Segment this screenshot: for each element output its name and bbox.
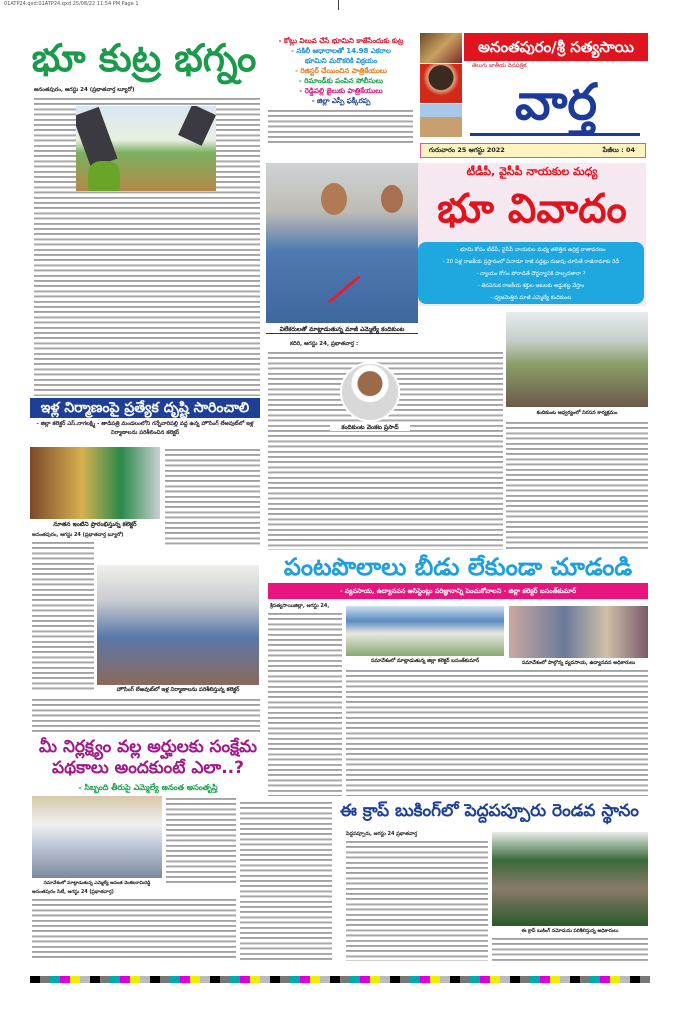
story1-body-cont (268, 108, 413, 144)
bullet: - రెడ్డిపల్లి జైలుకు పాత్రికేయులు (299, 87, 383, 95)
story1-dateline: అనంతపురం, ఆగస్టు 24 (ప్రభాతవార్త బ్యూరో) (34, 87, 135, 93)
date-bar (420, 143, 646, 158)
story3-headline: ఇళ్ల నిర్మాణంపై ప్రత్యేక దృష్టి సారించాలి (30, 398, 260, 418)
bullet: - నకిలీ ఆధారాలతో 14.98 ఎకరాల (291, 47, 391, 55)
bullet: - రిజిస్టర్ చేయించిన పాత్రికేయులు (295, 67, 387, 75)
story6-dateline: పెద్దపప్పూరు, ఆగస్టు 24 ప్రభాతవార్త (346, 831, 418, 837)
story4-dateline: శ్రీసత్యసాయిజిల్లా, ఆగస్టు 24, (270, 603, 330, 609)
story3-photo2 (97, 565, 259, 685)
bullet: - భూమి కోసం టీడీపీ, వైసీపీ నాయకుల మధ్య తలెత్తిన ఉద్రిక్త వాతావరణం (456, 247, 606, 253)
bullet: - తెరవెనుక రాజకీయ శక్తుల ఆటలకు అడ్డుకట్ట వేస్తాం (477, 283, 585, 289)
story5-dateline: అనంతపురం సిటీ, ఆగస్టు 24 (ప్రభాతవార్త) (32, 890, 114, 895)
masthead-region: అనంతపురం/శ్రీ సత్యసాయి (464, 33, 648, 61)
masthead-tagline: తెలుగు జాతీయ దినపత్రిక (472, 63, 527, 69)
story1-cartoon (76, 106, 216, 191)
saibaba-photo (420, 64, 462, 103)
bullet: - న్యాయం కోసం పోరాడితే దౌర్జన్యానికి పాల్పడతారా ? (476, 271, 586, 277)
bullet: - జిల్లా ఎస్పీ ఫక్కీరప్ప (311, 97, 371, 105)
story3-body2 (32, 540, 94, 690)
story2-kicker: టీడీపీ, వైసీపీ నాయకుల మధ్య (466, 165, 598, 178)
story2-inset-caption: కందికుంట వెంకట ప్రసాద్ (330, 424, 410, 431)
story1-bullets (266, 36, 416, 106)
landmark-photo (420, 104, 462, 137)
story1-headline: భూ కుట్ర భగ్నం (31, 36, 257, 80)
story2-dateline: కదిరి, ఆగస్టు 24, ప్రభాతవార్త : (290, 341, 359, 347)
hand-right-icon (178, 106, 216, 146)
logo-underline (470, 133, 640, 136)
story2-body-right (506, 420, 648, 550)
story3-caption1: నూతన ఇంటిని ప్రారంభిస్తున్న కలెక్టర్ (53, 521, 137, 528)
story5-headline-line2: పథకాలు అందకుంటే ఎలా..? (52, 758, 244, 778)
story5-headline (28, 737, 268, 779)
story5-body2 (32, 897, 236, 961)
story5-body1 (166, 796, 236, 886)
story5-photo (32, 796, 162, 878)
print-slug: 01ATP24.qxd:01ATP24.qxd 25/08/22 11:54 PM Page 1 (4, 1, 139, 7)
color-registration-bar (30, 976, 650, 983)
story3-dateline: అనంతపురం, ఆగస్టు 24 (ప్రభాతవార్త బ్యూరో) (32, 532, 124, 538)
story5-caption: సమావేశంలో మాట్లాడుతున్న ఎమ్మెల్యే అనంత వెంకటరామిరెడ్డి (43, 881, 151, 886)
crop-mark (338, 0, 339, 10)
story2-photo (266, 163, 418, 323)
story6-caption: ఈ క్రాప్ బుకింగ్ నమోదును పరిశీలిస్తున్న అధికారులు (521, 929, 619, 934)
page-count: పేజీలు : 04 (602, 146, 635, 154)
bullet: - కోట్లు విలువ చేసే భూమిని కాజేసేందుకు కుట్ర (278, 37, 404, 45)
story6-headline: ఈ క్రాప్ బుకింగ్‌లో పెద్దపప్పూరు రెండవ స్థానం (340, 801, 639, 821)
story5-body3 (240, 800, 332, 961)
story4-sub: - వ్యవసాయ, ఉద్యానవన అసిస్టెంట్లు పరిజ్ఞానాన్ని పెంచుకోవాలని - జిల్లా కలెక్టర్ బసంత్‌కుమార్ (268, 583, 648, 599)
story2-right-photo (506, 312, 648, 407)
story3-body1 (165, 447, 260, 547)
story4-caption2: సమావేశంలో పాల్గొన్న వ్యవసాయ, ఉద్యానవన అధికారులు (521, 660, 636, 666)
bullet: - 20 ఏళ్ల రాజకీయ ప్రస్థానంలో ఏనాడూ రాజీ పడ్డట్లు రుజువు చూపితే రాజీనామాకు రెడీ (442, 259, 620, 265)
bullet: - రిమాండ్‌కు పంపిన పోలీసులు (298, 77, 384, 85)
story3-body3 (32, 697, 260, 733)
story4-caption1: సమావేశంలో మాట్లాడుతున్న జిల్లా కలెక్టర్ బసంత్‌కుమార్ (370, 658, 480, 664)
story2-photo-caption: విలేకరులతో మాట్లాడుతున్న మాజీ ఎమ్మెల్యే కందికుంట (266, 326, 418, 334)
masthead-logo: వార్త (514, 73, 598, 131)
story4-body2 (346, 668, 648, 796)
deity-photo (420, 33, 462, 63)
story6-photo (492, 832, 648, 926)
person-head (381, 185, 403, 213)
story2-headline: భూ వివాదం (437, 186, 627, 232)
story2-right-caption: కందికుంట ఆధ్వర్యంలో నిరసన కార్యక్రమం (536, 410, 618, 416)
bullet: - ధ్వజమెత్తిన మాజీ ఎమ్మెల్యే కందికుంట (490, 295, 572, 301)
story4-photo1 (346, 606, 504, 656)
story5-sub: - సిబ్బంది తీరుపై ఎమ్మెల్యే అనంత అసంతృప్తి (78, 783, 218, 792)
hand-left-icon (76, 107, 118, 168)
story2-box (418, 163, 646, 306)
story6-body1 (346, 839, 488, 961)
story6-body2 (492, 936, 648, 961)
story2-bullets (418, 242, 644, 304)
story4-body1 (268, 611, 342, 796)
red-arrow-icon (328, 275, 361, 303)
story4-headline: పంటపొలాలు బీడు లేకుండా చూడండి (283, 553, 633, 581)
story5-headline-line1: మీ నిర్లక్ష్యం వల్ల అర్హులకు సంక్షేమ (39, 737, 257, 757)
bullet: భూమిని మరొకరికి విక్రయం (304, 57, 378, 65)
story4-photo2 (509, 606, 648, 658)
masthead (420, 33, 648, 137)
story3-sub: - జిల్లా కలెక్టర్ ఎస్.నాగలక్ష్మి - తాడిపత్రి మండలంలోని గన్నేవారిపల్లి వద్ద ఉన్న హౌసింగ్ లేఅవుట్‌లో ఇళ్ల నిర్మాణాలను పరిశీలించిన కలెక్టర్ (36, 421, 254, 436)
green-bag-icon (88, 161, 120, 191)
story2-inset-photo (340, 362, 400, 422)
person-head (321, 183, 347, 215)
issue-date: గురువారం 25 ఆగస్టు 2022 (429, 146, 505, 154)
story3-caption2: హౌసింగ్ లేఅవుట్‌లో ఇళ్ల నిర్మాణాలను పరిశీలిస్తున్న కలెక్టర్ (116, 687, 240, 693)
story3-photo1 (30, 447, 160, 519)
